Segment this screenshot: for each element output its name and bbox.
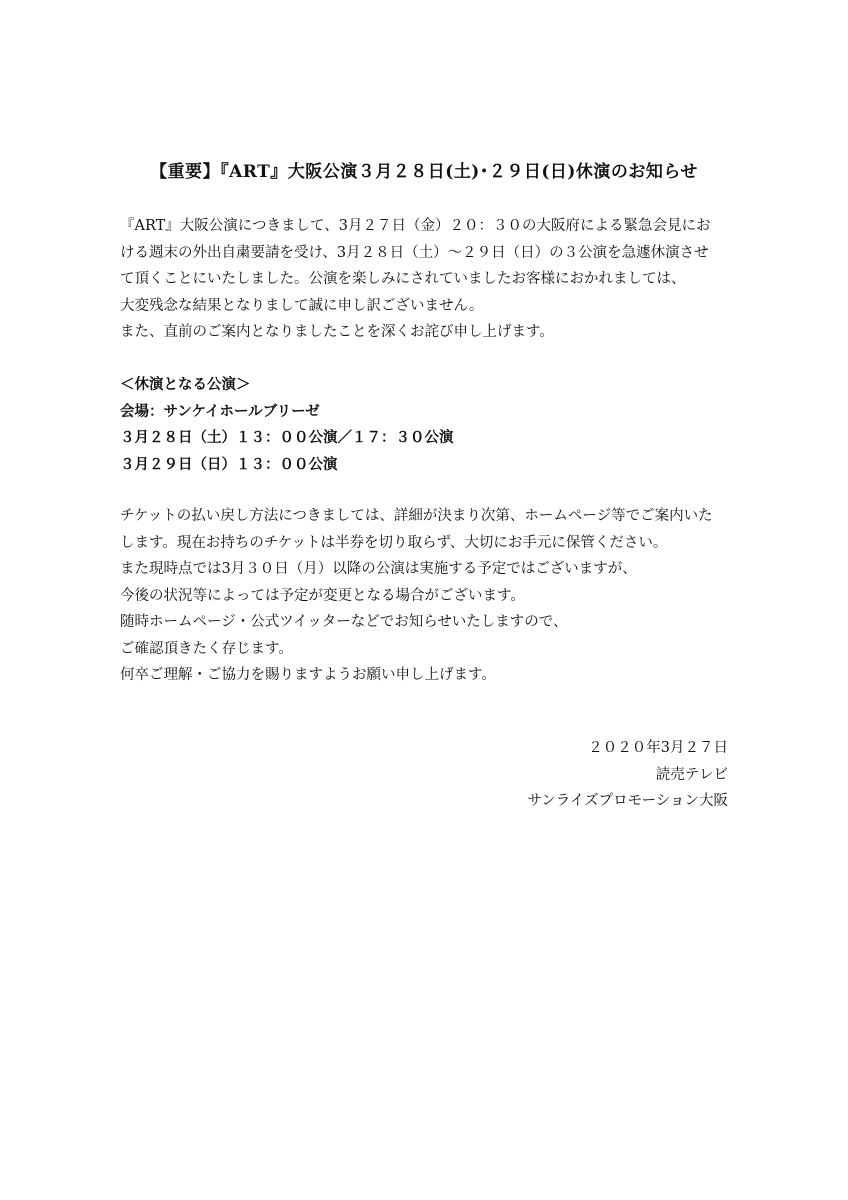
intro-line: て頂くことにいたしました。公演を楽しみにされていましたお客様におかれましては、	[120, 271, 686, 287]
ticket-line: チケットの払い戻し方法につきましては、詳細が決まり次第、ホームページ等でご案内いた	[120, 508, 713, 524]
intro-paragraph	[120, 213, 740, 346]
ticket-line: また現時点では3月３０日（月）以降の公演は実施する予定ではございますが、	[120, 561, 637, 577]
intro-line: また、直前のご案内となりましたことを深くお詫び申し上げます。	[120, 324, 554, 340]
cancelled-shows-section	[120, 372, 740, 478]
cancelled-heading: ＜休演となる公演＞	[120, 376, 251, 393]
signature-org: サンライズプロモーション大阪	[527, 793, 728, 809]
ticket-line: ご確認頂きたく存じます。	[120, 640, 293, 657]
intro-line: 大変残念な結果となりまして誠に申し訳ございません。	[120, 297, 484, 314]
ticket-line: します。現在お持ちのチケットは半券を切り取らず、大切にお手元に保管ください。	[120, 534, 668, 551]
notice-title: 【重要】『ART』大阪公演３月２８日(土)･２９日(日)休演のお知らせ	[150, 162, 698, 182]
intro-line: ける週末の外出自粛要請を受け、3月２８日（土）〜２９日（日）の３公演を急遽休演させ	[120, 244, 709, 261]
intro-line: 『ART』大阪公演につきまして、3月２７日（金）２０：３０の大阪府による緊急会見にお	[120, 218, 711, 234]
venue-line: 会場：サンケイホールブリーゼ	[120, 402, 320, 420]
ticket-line: 今後の状況等によっては予定が変更となる場合がございます。	[120, 587, 525, 604]
ticket-paragraph	[120, 503, 740, 689]
signature-block	[428, 735, 728, 815]
signature-date: ２０２０年3月２７日	[588, 740, 728, 756]
show-line: ３月２８日（土）１３：００公演／１７：３０公演	[120, 429, 454, 446]
show-line: ３月２９日（日）１３：００公演	[120, 455, 338, 473]
signature-org: 読売テレビ	[655, 766, 728, 783]
ticket-line: 随時ホームページ・公式ツイッターなどでお知らせいたしますので、	[120, 614, 568, 630]
ticket-line: 何卒ご理解・ご協力を賜りますようお願い申し上げます。	[120, 667, 496, 683]
